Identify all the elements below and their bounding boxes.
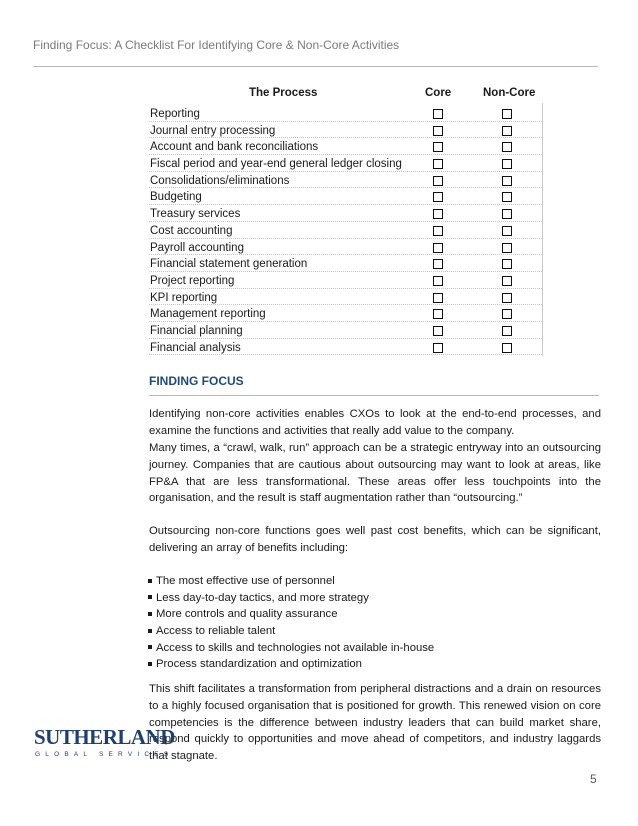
list-item <box>146 590 434 607</box>
logo-wordmark: SUTHERLAND <box>34 725 175 749</box>
bullet-icon <box>148 579 152 583</box>
non-core-checkbox[interactable] <box>502 192 512 202</box>
table-row <box>149 205 542 222</box>
bullet-text: Process standardization and optimization <box>156 658 362 671</box>
process-label: Consolidations/eliminations <box>150 174 290 187</box>
table-row <box>149 239 542 256</box>
core-checkbox[interactable] <box>433 142 443 152</box>
core-checkbox[interactable] <box>433 126 443 136</box>
bullet-text: Access to reliable talent <box>156 625 276 638</box>
bullet-text: Access to skills and technologies not available in-house <box>156 641 435 654</box>
process-label: KPI reporting <box>150 291 218 304</box>
process-label: Budgeting <box>150 191 202 204</box>
table-row <box>149 255 542 272</box>
paragraph-benefits-intro: Outsourcing non-core functions goes well past cost benefits, which can be significant, delivering an array of benefits including: <box>149 525 601 554</box>
table-row <box>149 272 542 289</box>
process-label: Financial analysis <box>150 341 241 354</box>
bullet-icon <box>148 645 152 649</box>
logo-tagline: GLOBAL SERVICES <box>35 751 174 758</box>
process-label: Cost accounting <box>150 224 233 237</box>
paragraph-conclusion: This shift facilitates a transformation from peripheral distractions and a drain on resources to a highly focused organisation that is positioned for growth. This renewed vision on core competencies is the difference between industry leaders that can build market share, respond quickly to opportunities and move ahead of competitors, and industry laggards that stagnate. <box>149 683 601 763</box>
bullet-icon <box>148 595 152 599</box>
table-row <box>149 222 542 239</box>
table-row <box>149 155 542 172</box>
process-label: Financial statement generation <box>150 258 308 271</box>
checklist-table <box>149 105 542 355</box>
list-item <box>146 656 434 673</box>
page-number: 5 <box>590 772 597 786</box>
section-divider <box>149 395 599 396</box>
core-checkbox[interactable] <box>433 243 443 253</box>
table-row <box>149 305 542 322</box>
non-core-checkbox[interactable] <box>502 209 512 219</box>
process-label: Financial planning <box>150 324 243 337</box>
bullet-text: The most effective use of personnel <box>156 575 335 587</box>
core-checkbox[interactable] <box>433 276 443 286</box>
table-row <box>149 322 542 339</box>
table-row <box>149 138 542 155</box>
column-header-core: Core <box>425 87 452 99</box>
non-core-checkbox[interactable] <box>502 309 512 319</box>
table-row <box>149 339 542 356</box>
process-label: Fiscal period and year-end general ledger closing <box>150 158 402 171</box>
bullet-icon <box>148 629 152 633</box>
list-item <box>146 640 434 657</box>
non-core-checkbox[interactable] <box>502 126 512 136</box>
process-label: Reporting <box>150 108 200 120</box>
core-checkbox[interactable] <box>433 226 443 236</box>
non-core-checkbox[interactable] <box>502 259 512 269</box>
list-item <box>146 623 434 640</box>
table-row <box>149 122 542 139</box>
non-core-checkbox[interactable] <box>502 343 512 353</box>
table-row <box>149 172 542 189</box>
process-label: Management reporting <box>150 308 266 321</box>
section-heading: FINDING FOCUS <box>149 374 244 388</box>
core-checkbox[interactable] <box>433 309 443 319</box>
bullet-text: More controls and quality assurance <box>156 608 338 621</box>
non-core-checkbox[interactable] <box>502 276 512 286</box>
non-core-checkbox[interactable] <box>502 159 512 169</box>
table-row <box>149 105 542 122</box>
non-core-checkbox[interactable] <box>502 176 512 186</box>
core-checkbox[interactable] <box>433 326 443 336</box>
non-core-checkbox[interactable] <box>502 226 512 236</box>
non-core-checkbox[interactable] <box>502 243 512 253</box>
table-row <box>149 289 542 306</box>
core-checkbox[interactable] <box>433 109 443 119</box>
list-item <box>146 573 434 590</box>
core-checkbox[interactable] <box>433 176 443 186</box>
process-label: Project reporting <box>150 274 235 287</box>
table-row <box>149 188 542 205</box>
non-core-checkbox[interactable] <box>502 142 512 152</box>
process-label: Journal entry processing <box>150 124 276 137</box>
paragraph-crawl-walk-run: Many times, a “crawl, walk, run” approach can be a strategic entryway into an outsourcing journey. Companies that are cautious about outsourcing may want to look at areas, like FP&A that are less transformational. These areas offer less touchpoints into the organisation, and the result is staff augmentation rather than “outsourcing.” <box>149 442 601 505</box>
core-checkbox[interactable] <box>433 259 443 269</box>
company-logo <box>28 725 175 775</box>
column-header-non-core: Non-Core <box>483 87 536 99</box>
core-checkbox[interactable] <box>433 209 443 219</box>
core-checkbox[interactable] <box>433 293 443 303</box>
table-right-border <box>542 103 543 356</box>
checklist-table-header <box>149 87 544 103</box>
benefits-list <box>146 573 434 673</box>
bullet-icon <box>148 662 152 666</box>
list-item <box>146 606 434 623</box>
non-core-checkbox[interactable] <box>502 326 512 336</box>
core-checkbox[interactable] <box>433 192 443 202</box>
non-core-checkbox[interactable] <box>502 293 512 303</box>
core-checkbox[interactable] <box>433 159 443 169</box>
process-label: Account and bank reconciliations <box>150 141 319 154</box>
paragraph-intro: Identifying non-core activities enables CXOs to look at the end-to-end processes, and examine the functions and activities that really add value to the company. <box>149 408 601 437</box>
non-core-checkbox[interactable] <box>502 109 512 119</box>
column-header-process: The Process <box>249 87 318 99</box>
process-label: Treasury services <box>150 208 241 221</box>
page-header-title: Finding Focus: A Checklist For Identifying Core & Non-Core Activities <box>33 38 400 52</box>
header-divider <box>33 66 598 67</box>
process-label: Payroll accounting <box>150 241 244 254</box>
bullet-text: Less day-to-day tactics, and more strategy <box>156 591 369 604</box>
bullet-icon <box>148 612 152 616</box>
core-checkbox[interactable] <box>433 343 443 353</box>
